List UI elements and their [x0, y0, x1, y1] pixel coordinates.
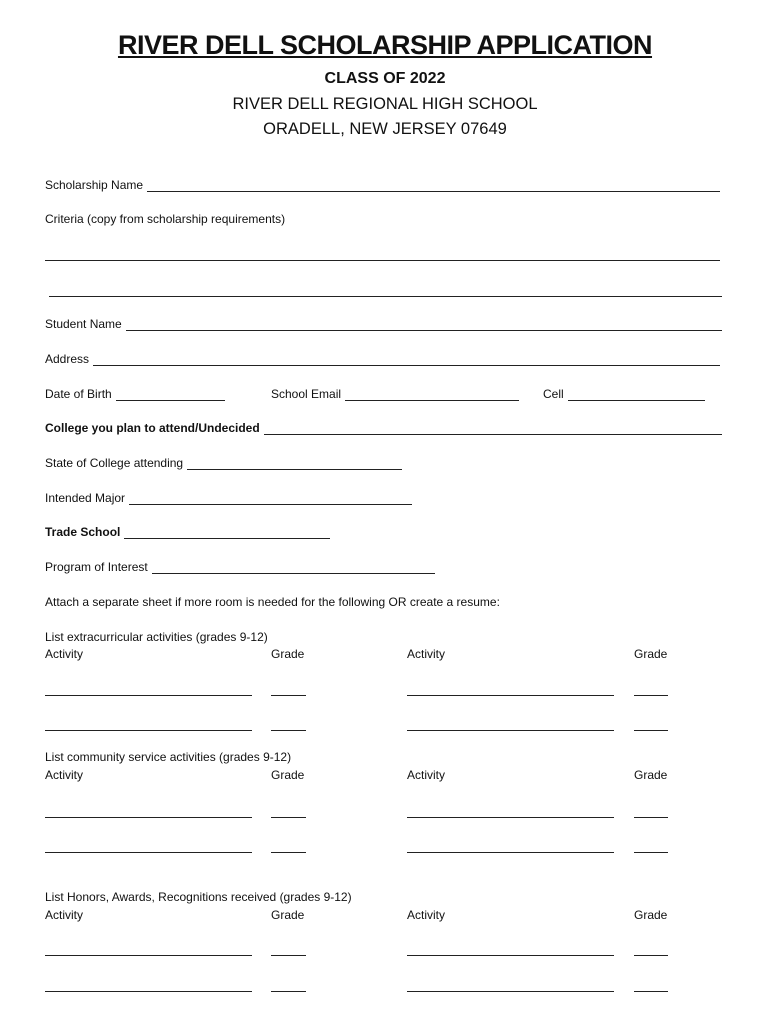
college-field[interactable]	[45, 421, 722, 435]
honors-activity-line[interactable]	[45, 955, 252, 956]
intended-major-label: Intended Major	[45, 491, 126, 505]
community-service-grade-line[interactable]	[271, 852, 306, 853]
honors-grade-line[interactable]	[271, 991, 306, 992]
scholarship-name-label: Scholarship Name	[45, 178, 144, 192]
program-of-interest-label: Program of Interest	[45, 560, 148, 574]
community-service-title: List community service activities (grades 9-12)	[45, 750, 292, 764]
community-service-activity-line[interactable]	[45, 817, 252, 818]
extracurricular-title: List extracurricular activities (grades 9-12)	[45, 630, 268, 644]
community-service-activity-line[interactable]	[407, 817, 614, 818]
extracurricular-grade-line[interactable]	[634, 730, 668, 731]
school-email-label: School Email	[271, 387, 342, 401]
school-location: ORADELL, NEW JERSEY 07649	[263, 120, 507, 138]
school-email-field[interactable]	[271, 387, 519, 401]
honors-activity-line[interactable]	[45, 991, 252, 992]
honors-grade-line[interactable]	[634, 955, 668, 956]
cell-label: Cell	[543, 387, 564, 401]
program-of-interest-line[interactable]	[152, 561, 435, 574]
community-service-activity-line[interactable]	[407, 852, 614, 853]
state-of-college-label: State of College attending	[45, 456, 184, 470]
criteria-label: Criteria (copy from scholarship requirements)	[45, 212, 286, 226]
extracurricular-activity-line[interactable]	[407, 730, 614, 731]
form-title: RIVER DELL SCHOLARSHIP APPLICATION	[117, 30, 653, 60]
honors-col-activity: Activity	[45, 908, 84, 922]
honors-title: List Honors, Awards, Recognitions received (grades 9-12)	[45, 890, 352, 904]
school-name: RIVER DELL REGIONAL HIGH SCHOOL	[232, 95, 538, 113]
honors-col-grade-2: Grade	[634, 908, 668, 922]
extracurricular-activity-line[interactable]	[45, 695, 252, 696]
school-email-line[interactable]	[345, 388, 519, 401]
honors-activity-line[interactable]	[407, 991, 614, 992]
extracurricular-grade-line[interactable]	[271, 695, 306, 696]
community-service-grade-line[interactable]	[634, 817, 668, 818]
address-field[interactable]	[45, 352, 720, 366]
community-service-grade-line[interactable]	[271, 817, 306, 818]
extracurricular-grade-line[interactable]	[271, 730, 306, 731]
student-name-line[interactable]	[126, 318, 722, 331]
address-label: Address	[45, 352, 90, 366]
cell-line[interactable]	[568, 388, 705, 401]
extracurricular-col-activity-2: Activity	[407, 647, 446, 661]
student-name-field[interactable]	[45, 317, 722, 331]
dob-field[interactable]	[45, 387, 225, 401]
state-of-college-field[interactable]	[45, 456, 402, 470]
college-label: College you plan to attend/Undecided	[45, 421, 260, 435]
extracurricular-activity-line[interactable]	[407, 695, 614, 696]
address-line[interactable]	[93, 353, 720, 366]
college-line[interactable]	[264, 422, 722, 435]
honors-activity-line[interactable]	[407, 955, 614, 956]
extracurricular-activity-line[interactable]	[45, 730, 252, 731]
honors-col-activity-2: Activity	[407, 908, 446, 922]
dob-line[interactable]	[116, 388, 225, 401]
state-of-college-line[interactable]	[187, 457, 402, 470]
community-service-col-activity-2: Activity	[407, 768, 446, 782]
criteria-line-1[interactable]	[45, 260, 720, 261]
community-service-activity-line[interactable]	[45, 852, 252, 853]
extracurricular-grade-line[interactable]	[634, 695, 668, 696]
extracurricular-col-grade: Grade	[271, 647, 305, 661]
intended-major-line[interactable]	[129, 492, 412, 505]
extracurricular-col-grade-2: Grade	[634, 647, 668, 661]
cell-field[interactable]	[543, 387, 705, 401]
community-service-col-activity: Activity	[45, 768, 84, 782]
scholarship-name-line[interactable]	[147, 179, 720, 192]
trade-school-line[interactable]	[124, 526, 330, 539]
trade-school-label: Trade School	[45, 525, 121, 539]
community-service-col-grade-2: Grade	[634, 768, 668, 782]
community-service-grade-line[interactable]	[634, 852, 668, 853]
student-name-label: Student Name	[45, 317, 122, 331]
intended-major-field[interactable]	[45, 491, 412, 505]
attach-note: Attach a separate sheet if more room is needed for the following OR create a resume:	[45, 595, 500, 609]
trade-school-field[interactable]	[45, 525, 330, 539]
community-service-col-grade: Grade	[271, 768, 305, 782]
honors-grade-line[interactable]	[271, 955, 306, 956]
honors-grade-line[interactable]	[634, 991, 668, 992]
program-of-interest-field[interactable]	[45, 560, 435, 574]
criteria-line-2[interactable]	[49, 296, 722, 297]
extracurricular-col-activity: Activity	[45, 647, 84, 661]
honors-col-grade: Grade	[271, 908, 305, 922]
dob-label: Date of Birth	[45, 387, 112, 401]
scholarship-name-field[interactable]	[45, 178, 720, 192]
class-of-heading: CLASS OF 2022	[324, 70, 446, 87]
